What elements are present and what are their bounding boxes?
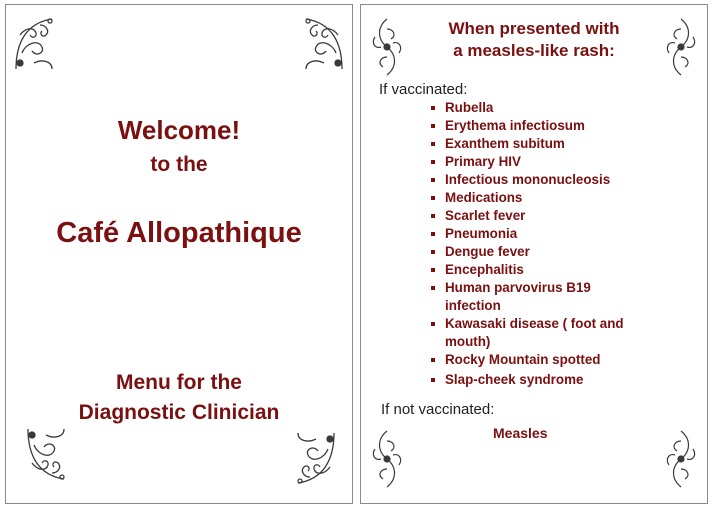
list-item: Kawasaki disease ( foot and xyxy=(429,315,699,333)
ornament-top-right-icon xyxy=(298,13,346,73)
ornament-top-left-icon xyxy=(12,13,60,73)
to-the-text: to the xyxy=(150,153,208,176)
list-item: Encephalitis xyxy=(429,261,699,279)
ornament-bottom-right-icon xyxy=(663,429,699,489)
list-item: Human parvovirus B19 xyxy=(429,279,699,297)
rash-title-line1: When presented with xyxy=(448,19,620,38)
list-item: Exanthem subitum xyxy=(429,135,699,153)
condition-list xyxy=(429,99,699,389)
list-item: Scarlet fever xyxy=(429,207,699,225)
menu-subtitle-line2: Diagnostic Clinician xyxy=(78,401,280,424)
rash-title-line2: a measles-like rash: xyxy=(453,41,615,60)
list-item: Dengue fever xyxy=(429,243,699,261)
ornament-bottom-left-icon xyxy=(24,425,72,485)
welcome-heading: Welcome! xyxy=(117,115,241,145)
measles-result: Measles xyxy=(493,425,548,441)
list-item: Slap-cheek syndrome xyxy=(429,371,699,389)
list-item: Rocky Mountain spotted xyxy=(429,351,699,369)
list-item: Medications xyxy=(429,189,699,207)
list-item: Infectious mononucleosis xyxy=(429,171,699,189)
if-vaccinated-label: If vaccinated: xyxy=(379,81,468,98)
list-item: Primary HIV xyxy=(429,153,699,171)
rash-menu-panel xyxy=(360,4,708,504)
list-item: Pneumonia xyxy=(429,225,699,243)
list-item: Erythema infectiosum xyxy=(429,117,699,135)
welcome-panel xyxy=(5,4,353,504)
if-not-vaccinated-label: If not vaccinated: xyxy=(381,401,495,418)
list-item: Rubella xyxy=(429,99,699,117)
list-item-continuation: mouth) xyxy=(445,334,491,349)
list-item-continuation: infection xyxy=(445,298,501,313)
cafe-name-title: Café Allopathique xyxy=(56,217,302,249)
ornament-bottom-right-icon xyxy=(290,429,338,489)
ornament-bottom-left-icon xyxy=(369,429,405,489)
menu-subtitle-line1: Menu for the xyxy=(116,371,242,394)
